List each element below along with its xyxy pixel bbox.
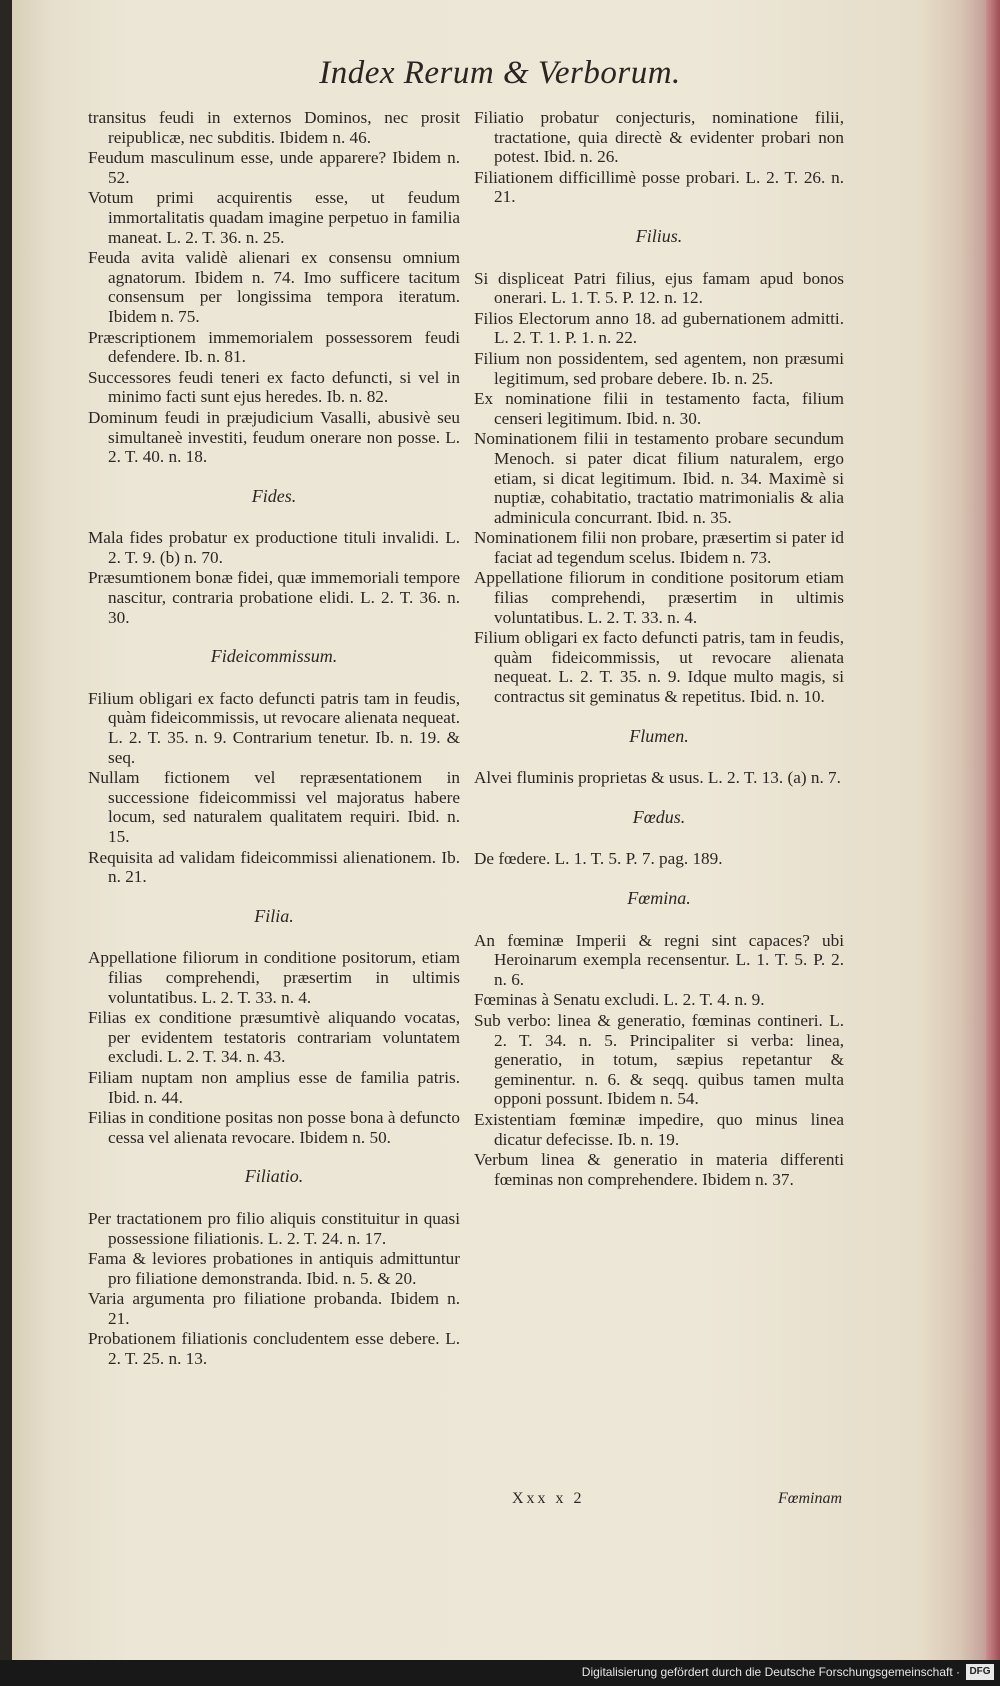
- digitization-bar: [0, 1660, 1000, 1686]
- index-entry: Votum primi acquirentis esse, ut feudum immortalitatis quadam imagine perpetuo in familia maneat. L. 2. T. 36. n. 25.: [88, 188, 460, 247]
- signature-mark: Xxx x 2: [512, 1490, 585, 1507]
- index-entry: Ex nominatione filii in testamento facta, filium censeri legitimum. Ibid. n. 30.: [474, 389, 844, 428]
- index-entry: Verbum linea & generatio in materia differenti fœminas non comprehendere. Ibidem n. 37.: [474, 1150, 844, 1189]
- section-heading: Fides.: [251, 485, 297, 506]
- index-entry: Filiam nuptam non amplius esse de familia patris. Ibid. n. 44.: [88, 1067, 460, 1107]
- index-entry: Successores feudi teneri ex facto defuncti, si vel in minimo facti sunt ejus heredes. Ib. n. 82.: [88, 367, 460, 407]
- index-entry: Si displiceat Patri filius, ejus famam apud bonos onerari. L. 1. T. 5. P. 12. n. 12.: [474, 268, 844, 308]
- index-entry: Appellatione filiorum in conditione positorum etiam filias comprehendi, præsertim in ultimis voluntatibus. L. 2. T. 33. n. 4.: [474, 568, 844, 627]
- section-heading: Fœdus.: [632, 806, 686, 827]
- section-heading: Fœmina.: [627, 888, 691, 908]
- page-header: Index Rerum & Verborum.: [319, 55, 681, 91]
- section-heading: Fideicommissum.: [210, 646, 338, 667]
- index-entry: Alvei fluminis proprietas & usus. L. 2. T. 13. (a) n. 7.: [474, 768, 841, 788]
- index-entry: An fœminæ Imperii & regni sint capaces? ubi Heroinarum exempla recensentur. L. 1. T. 5. P. 2. n. 6.: [474, 930, 844, 989]
- index-entry: Requisita ad validam fideicommissi alienationem. Ib. n. 21.: [88, 847, 460, 887]
- index-entry: Feudum masculinum esse, unde apparere? Ibidem n. 52.: [88, 148, 460, 187]
- digitization-credit: Digitalisierung gefördert durch die Deutsche Forschungsgemeinschaft ·: [581, 1665, 960, 1679]
- index-entry: Filium non possidentem, sed agentem, non præsumi legitimum, sed probare debere. Ib. n. 25.: [474, 348, 844, 388]
- index-entry: Probationem filiationis concludentem esse debere. L. 2. T. 25. n. 13.: [88, 1329, 460, 1369]
- section-heading: Filius.: [635, 225, 683, 246]
- index-entry: Nominationem filii in testamento probare secundum Menoch. si pater dicat filium naturalem, ergo etiam, si dicat legitimum. Ibid. n. 34. Maximè si nuptiæ, cohabitatio, tractatio matrimonialis & alia adminicula concurrant. Ibid. n. 35.: [474, 429, 844, 527]
- index-entry: Mala fides probatur ex productione tituli invalidi. L. 2. T. 9. (b) n. 70.: [88, 528, 460, 567]
- index-entry: Filiatio probatur conjecturis, nominatione filii, tractatione, quia directè & evidenter probari non potest. Ibid. n. 26.: [474, 108, 844, 167]
- section-heading: Flumen.: [629, 725, 689, 746]
- index-entry: Nominationem filii non probare, præsertim si pater id faciat ad tegendum scelus. Ibidem n. 73.: [474, 528, 844, 567]
- index-entry: Filiationem difficillimè posse probari. L. 2. T. 26. n. 21.: [474, 167, 844, 207]
- index-entry: Per tractationem pro filio aliquis constituitur in quasi possessione filiationis. L. 2. T. 24. n. 17.: [88, 1208, 460, 1248]
- index-entry: Varia argumenta pro filiatione probanda. Ibidem n. 21.: [88, 1289, 460, 1328]
- index-entry: Fœminas à Senatu excludi. L. 2. T. 4. n. 9.: [474, 990, 765, 1010]
- index-entry: Appellatione filiorum in conditione positorum, etiam filias comprehendi, præsertim in ultimis voluntatibus. L. 2. T. 33. n. 4.: [88, 948, 460, 1007]
- page-red-edge: [986, 0, 1000, 1660]
- index-entry: transitus feudi in externos Dominos, nec prosit reipublicæ, nec subditis. Ibidem n. 46.: [88, 108, 460, 147]
- section-heading: Filiatio.: [244, 1166, 304, 1187]
- left-column: [88, 108, 460, 1370]
- index-entry: Existentiam fœminæ impedire, quo minus linea dicatur defecisse. Ib. n. 19.: [474, 1109, 844, 1149]
- index-entry: Filios Electorum anno 18. ad gubernationem admitti. L. 2. T. 1. P. 1. n. 22.: [474, 308, 844, 348]
- right-column: [474, 108, 844, 1190]
- index-entry: Dominum feudi in præjudicium Vasalli, abusivè seu simultaneè investiti, feudum onerare non posse. L. 2. T. 40. n. 18.: [88, 407, 460, 467]
- index-entry: Præsumtionem bonæ fidei, quæ immemoriali tempore nascitur, contraria probatione elidi. L. 2. T. 36. n. 30.: [88, 568, 460, 627]
- index-entry: Feuda avita validè alienari ex consensu omnium agnatorum. Ibidem n. 74. Imo sufficere tacitum consensum per longissima tempora iteratum. Ibidem n. 75.: [88, 248, 460, 326]
- index-entry: Sub verbo: linea & generatio, fœminas contineri. L. 2. T. 34. n. 5. Principaliter si verba: linea, generatio, in totum, sæpius repetantur & geminentur. n. 6. & seqq. quibus tamen multa opponi possunt. Ibidem n. 54.: [474, 1010, 844, 1109]
- index-entry: Filium obligari ex facto defuncti patris tam in feudis, quàm fideicommissis, ut revocare alienata nequeat. L. 2. T. 35. n. 9. Contrarium tenetur. Ib. n. 19. & seq.: [88, 688, 460, 767]
- index-entry: Filias in conditione positas non posse bona à defuncto cessa vel alienata revocare. Ibidem n. 50.: [88, 1108, 460, 1147]
- index-entry: Fama & leviores probationes in antiquis admittuntur pro filiatione demonstranda. Ibid. n. 5. & 20.: [88, 1249, 460, 1288]
- section-heading: Filia.: [254, 905, 294, 926]
- index-entry: Præscriptionem immemorialem possessorem feudi defendere. Ib. n. 81.: [88, 327, 460, 367]
- dfg-logo-icon: DFG: [966, 1664, 994, 1680]
- index-entry: Filias ex conditione præsumtivè aliquando vocatas, per evidentem testatoris contrariam voluntatem excludi. L. 2. T. 34. n. 43.: [88, 1008, 460, 1067]
- index-entry: De fœdere. L. 1. T. 5. P. 7. pag. 189.: [474, 849, 723, 869]
- index-entry: Nullam fictionem vel repræsentationem in successione fideicommissi vel majoratus habere locum, sed naturalem qualitatem requiri. Ibid. n. 15.: [88, 768, 460, 846]
- index-entry: Filium obligari ex facto defuncti patris, tam in feudis, quàm fideicommissis, ut revocare alienata nequeat. L. 2. T. 35. n. 9. Idque multo magis, si contractus sit geminatus & repetitus. Ibid. n. 10.: [474, 628, 844, 707]
- catchword: Fœminam: [778, 1490, 842, 1507]
